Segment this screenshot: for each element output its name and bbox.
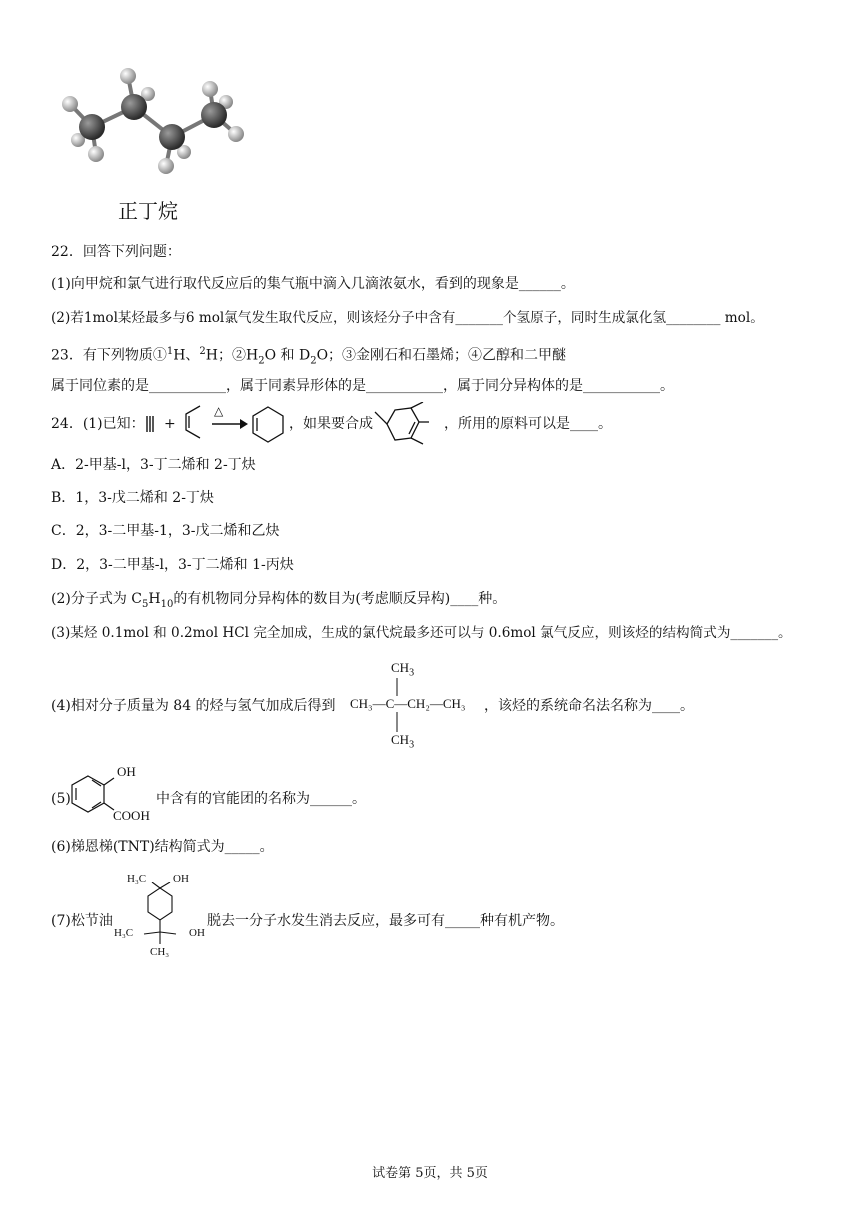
- terpin-ch3-left: H₃C: [114, 927, 134, 939]
- image-caption: 正丁烷: [118, 199, 178, 223]
- cyclohexene-structure: [250, 404, 286, 444]
- heat-symbol: △: [214, 404, 224, 418]
- hydroxyl-label: OH: [117, 764, 136, 779]
- q23-line1: 23．有下列物质①$^1$H、$^2$H；$②H_2O$ 和 $D_2O$；③金刚石和石墨烯；④乙醇和二甲醚: [51, 346, 567, 367]
- q24-part6: (6)梯恩梯(TNT)结构简式为_____。: [51, 839, 274, 855]
- q24-part5-prefix: (5): [51, 791, 71, 807]
- option-a: A．2-甲基-l，3-丁二烯和 2-丁炔: [51, 457, 256, 473]
- q24-part7-prefix: (7)松节油: [51, 913, 113, 929]
- triple-bond-icon: [144, 415, 156, 433]
- page-footer: 试卷第 5页，共 5页: [372, 1166, 488, 1181]
- q24-part4-suffix: ，该烃的系统命名法名称为____。: [484, 698, 694, 714]
- plus-sign: +: [164, 416, 176, 432]
- reaction-arrow-icon: [210, 418, 248, 430]
- q24-part3: (3)某烃 0.1mol 和 0.2mol HCl 完全加成，生成的氯代烷最多还可以与 0.6mol 氯气反应，则该烃的结构简式为_______。: [51, 625, 792, 641]
- q24-part1-mid: ，如果要合成: [289, 416, 373, 432]
- salicylic-acid-structure: [64, 772, 116, 818]
- q24-part4-prefix: (4)相对分子质量为 84 的烃与氢气加成后得到: [51, 698, 336, 714]
- q24-part5-suffix: 中含有的官能团的名称为______。: [156, 791, 366, 807]
- quaternary-carbon-bonds: [392, 676, 402, 734]
- q22-header: 22．回答下列问题：: [51, 244, 181, 260]
- terpin-ch3-top: H₃C: [127, 873, 147, 885]
- q24-part1-suffix: ，所用的原料可以是____。: [444, 416, 612, 432]
- target-molecule-structure: [373, 402, 435, 446]
- q22-part2: (2)若1mol某烃最多与6 mol氯气发生取代反应，则该烃分子中含有_______个氢原子，同时生成氯化氢________ mol。: [51, 310, 764, 326]
- butadiene-structure: [180, 402, 210, 444]
- terpin-hydrate-structure: [140, 882, 192, 954]
- q24-part2: (2)分子式为 $C_5H_{10}$的有机物同分异构体的数目为(考虑顺反异构)____种。: [51, 591, 507, 610]
- q23-line2: 属于同位素的是___________，属于同素异形体的是___________，属于同分异构体的是___________。: [51, 378, 674, 394]
- q22-part1: (1)向甲烷和氯气进行取代反应后的集气瓶中滴入几滴浓氨水，看到的现象是______。: [51, 276, 575, 292]
- option-c: C．2，3-二甲基-1，3-戊二烯和乙炔: [51, 523, 280, 539]
- q24-part1-prefix: 24．(1)已知：: [51, 416, 145, 432]
- ch3-top-label: $CH_3$: [391, 660, 415, 679]
- terpin-oh-top: OH: [173, 873, 189, 885]
- ch3-bottom-label: $CH_3$: [391, 732, 415, 751]
- q24-part7-suffix: 脱去一分子水发生消去反应，最多可有_____种有机产物。: [207, 913, 564, 929]
- option-b: B．1，3-戊二烯和 2-丁炔: [51, 490, 214, 506]
- terpin-oh-right: OH: [189, 927, 205, 939]
- option-d: D．2，3-二甲基-l，3-丁二烯和 1-丙炔: [51, 557, 294, 573]
- main-chain-label: CH₃—C—CH₂—CH₃: [350, 696, 466, 711]
- carboxyl-label: COOH: [113, 808, 150, 823]
- butane-molecule-image: [50, 62, 260, 187]
- terpin-ch3-bottom: CH₃: [150, 946, 170, 958]
